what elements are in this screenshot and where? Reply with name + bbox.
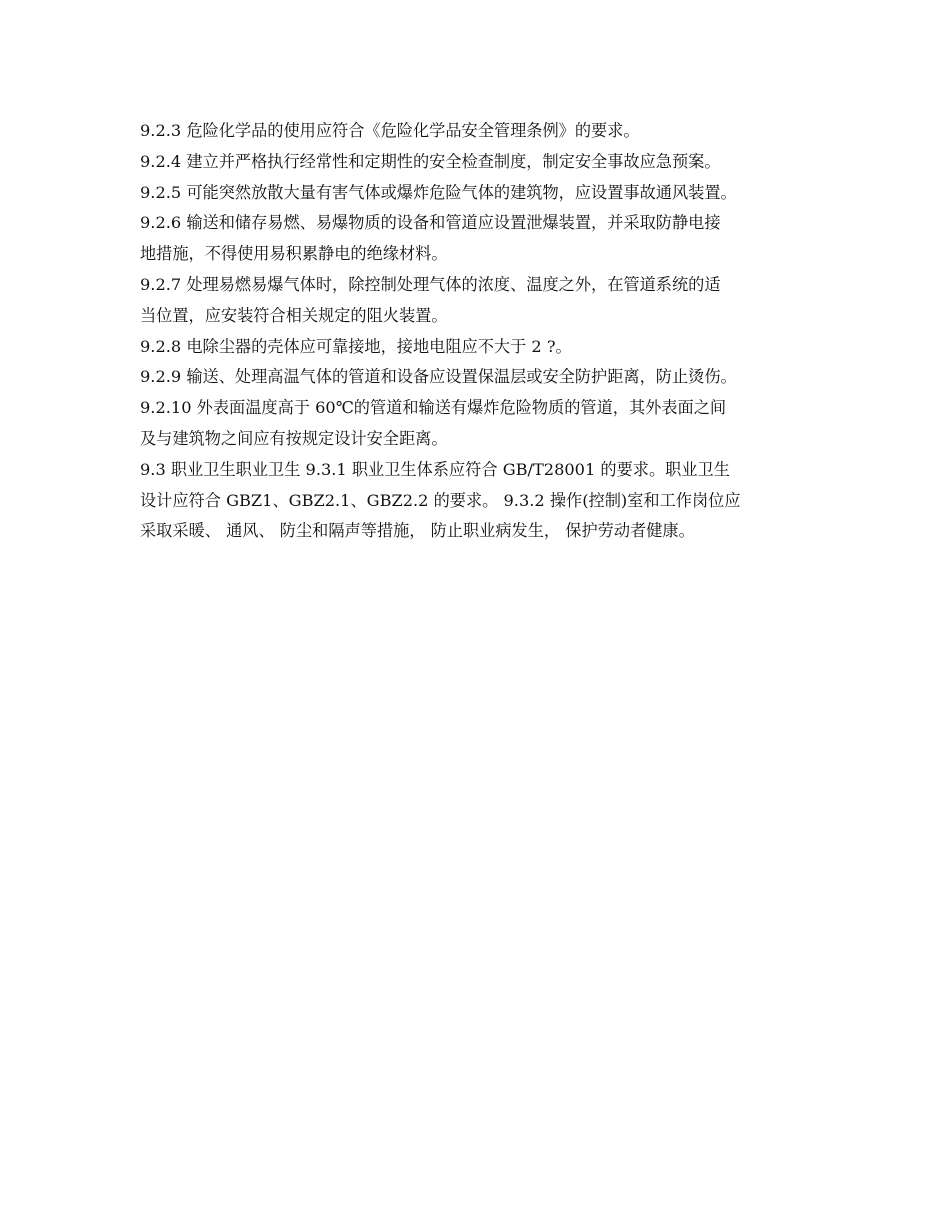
text-line: 采取采暖、 通风、 防尘和隔声等措施， 防止职业病发生， 保护劳动者健康。: [140, 521, 695, 541]
text-line: 当位置，应安装符合相关规定的阻火装置。: [140, 305, 448, 325]
text-line: 9.2.6 输送和储存易燃、易爆物质的设备和管道应设置泄爆装置，并采取防静电接: [140, 213, 721, 233]
text-line: 9.2.7 处理易燃易爆气体时，除控制处理气体的浓度、温度之外，在管道系统的适: [140, 274, 721, 294]
text-line: 9.3 职业卫生职业卫生 9.3.1 职业卫生体系应符合 GB/T28001 的要求。职业卫生: [140, 459, 730, 479]
text-line: 9.2.3 危险化学品的使用应符合《危险化学品安全管理条例》的要求。: [140, 121, 640, 140]
text-line: 9.2.4 建立并严格执行经常性和定期性的安全检查制度，制定安全事故应急预案。: [140, 151, 721, 171]
document-body: [140, 116, 830, 547]
text-line: 9.2.5 可能突然放散大量有害气体或爆炸危险气体的建筑物，应设置事故通风装置。: [140, 182, 737, 202]
text-line: 地措施，不得使用易积累静电的绝缘材料。: [140, 244, 448, 264]
text-line: 9.2.10 外表面温度高于 60℃的管道和输送有爆炸危险物质的管道，其外表面之间: [140, 398, 727, 418]
text-line: 及与建筑物之间应有按规定设计安全距离。: [140, 428, 448, 448]
text-line: 设计应符合 GBZ1、GBZ2.1、GBZ2.2 的要求。 9.3.2 操作(控制)室和工作岗位应: [140, 490, 741, 510]
text-line: 9.2.9 输送、处理高温气体的管道和设备应设置保温层或安全防护距离，防止烫伤。: [140, 367, 737, 387]
text-line: 9.2.8 电除尘器的壳体应可靠接地，接地电阻应不大于 2 ?。: [140, 336, 572, 356]
